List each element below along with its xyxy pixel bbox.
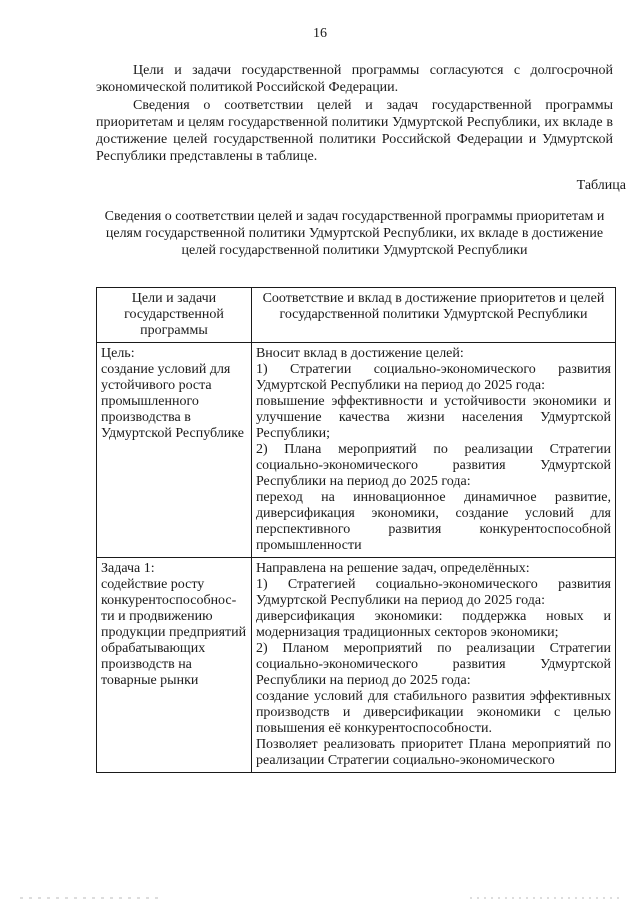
scan-edge-marks: [0, 895, 640, 901]
row-task1-right: [251, 558, 615, 773]
row-goal-left: [97, 343, 252, 558]
task1-intro: Направлена на решение задач, определённых:: [255, 561, 530, 576]
goal-contribution-intro: Вносит вклад в достижение целей:: [255, 346, 464, 361]
task1-strategy-aim: диверсификация экономики: поддержка новых и модернизация традиционных секторов экономики;: [255, 609, 611, 640]
row-task1-left: [97, 558, 252, 773]
paragraph-table-intro: Сведения о соответствии целей и задач государственной программы приоритетам и целям государственной политики Удмуртской Республики, их вкладе в достижение целей государственной политики Российской Федерации и Удмуртской Республики представлены в таблице.: [96, 98, 613, 164]
table-row: [97, 343, 616, 558]
goal-plan-ref: 2) Плана мероприятий по реализации Стратегии социально-экономического развития Удмуртской Республики на период до 2025 года:: [255, 442, 611, 489]
task1-text: содействие росту конкурентоспособнос-ти и продвижению продукции предприятий обрабатывающих производств на товарные рынки: [101, 577, 247, 688]
header-correspondence: Соответствие и вклад в достижение приоритетов и целей государственной политики Удмуртской Республики: [251, 288, 615, 343]
table-caption: Сведения о соответствии целей и задач государственной программы приоритетам и целям государственной политики Удмуртской Республики, их вкладе в достижение целей государственной политики Удмуртской Республики: [104, 209, 605, 258]
page-number: 16: [313, 26, 327, 41]
goal-strategy-aim: повышение эффективности и устойчивости экономики и улучшение качества жизни населения Удмуртской Республики;: [255, 394, 611, 441]
goal-plan-aim: переход на инновационное динамичное развитие, диверсификация экономики, создание условий для перспективного развития конкурентоспособной промышленности: [255, 490, 611, 553]
task1-strategy-ref: 1) Стратегией социально-экономического развития Удмуртской Республики на период до 2025 года:: [255, 577, 611, 608]
task1-priority: Позволяет реализовать приоритет Плана мероприятий по реализации Стратегии социально-экономического: [255, 737, 611, 768]
goal-strategy-ref: 1) Стратегии социально-экономического развития Удмуртской Республики на период до 2025 года:: [255, 362, 611, 393]
row-goal-right: [251, 343, 615, 558]
header-goals-tasks: Цели и задачи государственной программы: [97, 288, 252, 343]
goals-table: [96, 287, 616, 773]
table-label: Таблица: [576, 178, 626, 193]
goal-label: Цель:: [101, 346, 135, 361]
task1-label: Задача 1:: [101, 561, 155, 576]
task1-plan-aim: создание условий для стабильного развития эффективных производств и диверсификации экономики с целью повышения её конкурентоспособности.: [255, 689, 611, 736]
table-row: [97, 558, 616, 773]
paragraph-goals-consistency: Цели и задачи государственной программы согласуются с долгосрочной экономической политикой Российской Федерации.: [96, 63, 613, 95]
table-header-row: [97, 288, 616, 343]
task1-plan-ref: 2) Планом мероприятий по реализации Стратегии социально-экономического развития Удмуртской Республики на период до 2025 года:: [255, 641, 611, 688]
goal-text: создание условий для устойчивого роста промышленного производства в Удмуртской Республике: [101, 362, 244, 441]
